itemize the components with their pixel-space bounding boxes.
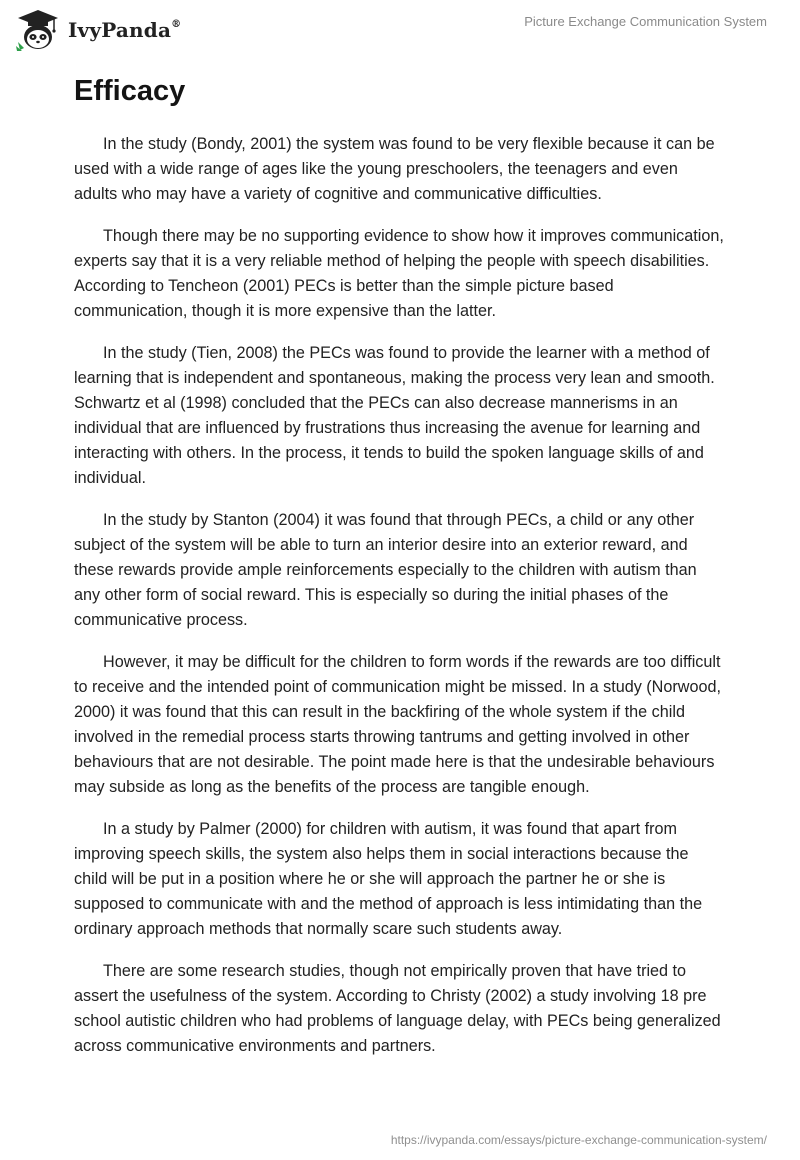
paragraph: Though there may be no supporting evidence to show how it improves communication, experts say that it is a very reliable method of helping the people with speech disabilities. According to Tencheon (2001) PECs is better than the simple picture based communication, though it is more expensive than the latter. bbox=[74, 227, 724, 320]
brand-name-text: IvyPanda bbox=[68, 18, 172, 42]
source-url[interactable]: https://ivypanda.com/essays/picture-exchange-communication-system/ bbox=[390, 1133, 767, 1147]
paragraph: In the study (Tien, 2008) the PECs was found to provide the learner with a method of learning that is independent and spontaneous, making the process very lean and smooth. Schwartz et al (1998) concluded that the PECs can also decrease mannerisms in an individual that are influenced by frustrations thus increasing the avenue for learning and interacting with others. In the process, it tends to build the spoken language skills of and individual. bbox=[74, 344, 715, 487]
paragraph: In the study (Bondy, 2001) the system was found to be very flexible because it can be used with a wide range of ages like the young preschoolers, the teenagers and even adults who may have a variety of cognitive and communicative difficulties. bbox=[74, 135, 715, 203]
paragraph: However, it may be difficult for the children to form words if the rewards are too difficult to receive and the intended point of communication might be missed. In a study (Norwood, 2000) it was found that this can result in the backfiring of the whole system if the child involved in the remedial process starts throwing tantrums and getting involved in other behaviours that are not desirable. The point made here is that the undesirable behaviours may subside as long as the benefits of the process are tangible enough. bbox=[74, 653, 721, 796]
paragraph: There are some research studies, though not empirically proven that have tried to assert the usefulness of the system. According to Christy (2002) a study involving 18 pre school autistic children who had problems of language delay, with PECs being generalized across communicative environments and partners. bbox=[74, 962, 721, 1055]
panda-graduate-icon bbox=[14, 8, 62, 52]
brand-name bbox=[68, 18, 181, 42]
paragraph: In a study by Palmer (2000) for children with autism, it was found that apart from improving speech skills, the system also helps them in social interactions because the child will be put in a position where he or she will approach the partner he or she is supposed to communicate with and the method of approach is less intimidating than the ordinary approach methods that normally scare such students away. bbox=[74, 820, 703, 938]
document-title: Picture Exchange Communication System bbox=[524, 14, 767, 29]
article-body bbox=[74, 72, 724, 1076]
section-heading: Efficacy bbox=[74, 75, 186, 107]
paragraph: In the study by Stanton (2004) it was found that through PECs, a child or any other subject of the system will be able to turn an interior desire into an exterior reward, and these rewards provide ample reinforcements especially to the children with autism than any other form of social reward. This is especially so during the initial phases of the communicative process. bbox=[74, 511, 697, 629]
brand-logo[interactable] bbox=[14, 6, 194, 54]
page-header bbox=[0, 0, 800, 60]
registered-mark: ® bbox=[171, 19, 182, 31]
